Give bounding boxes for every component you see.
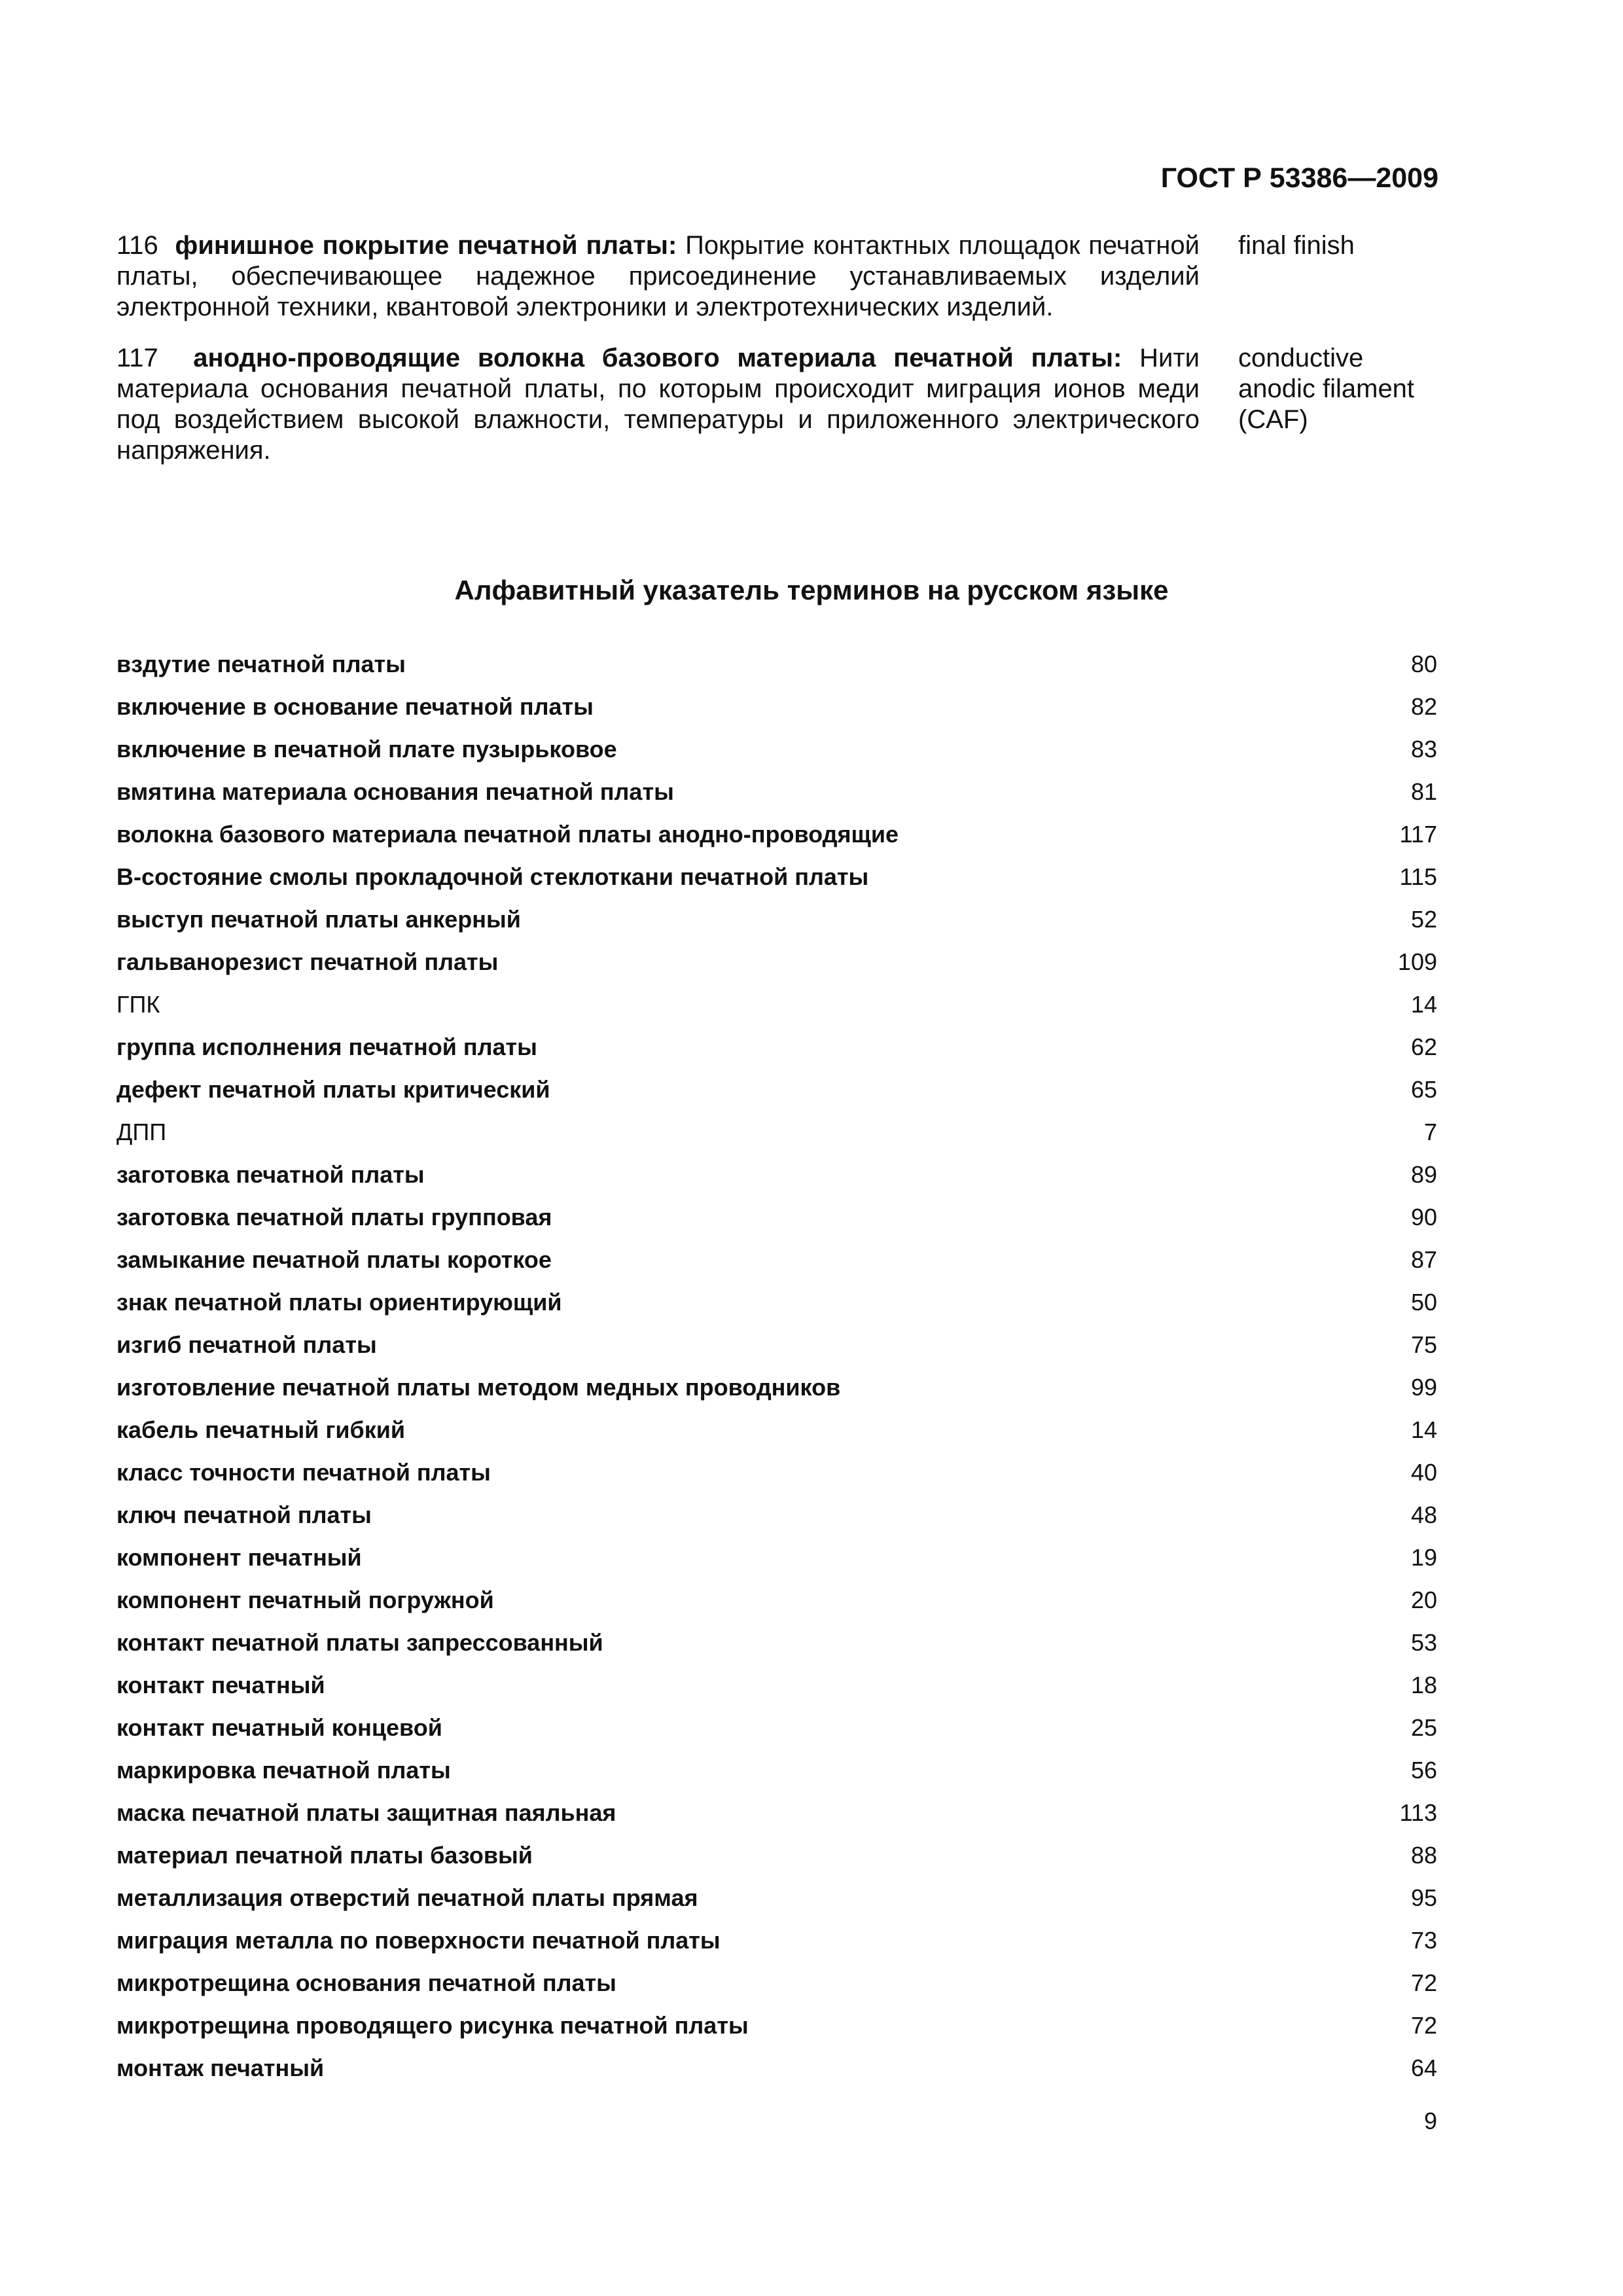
index-row <box>116 643 1437 685</box>
index-row <box>116 1153 1437 1196</box>
english-equivalent: conductive anodic filament (CAF) <box>1238 344 1415 434</box>
index-row <box>116 1706 1437 1749</box>
index-term: замыкание печатной платы короткое <box>116 1246 552 1273</box>
index-term: выступ печатной платы анкерный <box>116 905 521 933</box>
index-row <box>116 1876 1437 1919</box>
index-term-number: 83 <box>1410 735 1437 762</box>
index-term: монтаж печатный <box>116 2054 325 2081</box>
term-definition <box>116 343 1200 466</box>
definition-text: Покрытие контактных площадок печатной платы, обеспечивающее надежное присоединение устанавливаемых изделий электронной техники, квантовой электроники и электротехнических изделий. <box>116 231 1200 321</box>
index-term-number: 115 <box>1399 863 1437 890</box>
index-row <box>116 1579 1437 1621</box>
index-term-number: 82 <box>1410 692 1437 720</box>
index-term: компонент печатный погружной <box>116 1586 494 1613</box>
index-row <box>116 1196 1437 1238</box>
index-term: вздутие печатной платы <box>116 650 406 677</box>
index-term: заготовка печатной платы групповая <box>116 1203 552 1230</box>
index-term: ДПП <box>116 1118 167 1145</box>
index-term: микротрещина основания печатной платы <box>116 1969 616 1996</box>
index-term: волокна базового материала печатной платы анодно-проводящие <box>116 820 899 848</box>
index-term: дефект печатной платы критический <box>116 1075 550 1103</box>
index-row <box>116 2004 1437 2047</box>
index-term: включение в основание печатной платы <box>116 692 594 720</box>
term-definition <box>116 230 1200 323</box>
index-term: знак печатной платы ориентирующий <box>116 1288 562 1316</box>
index-term: ГПК <box>116 990 160 1018</box>
index-row <box>116 2047 1437 2089</box>
index-row <box>116 728 1437 770</box>
term-index-list <box>116 643 1437 2089</box>
index-term-number: 53 <box>1410 1628 1437 1656</box>
index-term: контакт печатный <box>116 1671 325 1698</box>
index-term-number: 81 <box>1410 778 1437 805</box>
index-term-number: 40 <box>1410 1458 1437 1486</box>
index-term-number: 72 <box>1410 2011 1437 2039</box>
index-term-number: 73 <box>1410 1926 1437 1954</box>
index-term-number: 7 <box>1423 1118 1437 1145</box>
index-row <box>116 1749 1437 1791</box>
index-term: маска печатной платы защитная паяльная <box>116 1799 616 1826</box>
index-row <box>116 983 1437 1026</box>
term-entry-116 <box>116 230 1438 329</box>
index-term-number: 50 <box>1410 1288 1437 1316</box>
index-term: контакт печатной платы запрессованный <box>116 1628 603 1656</box>
index-row <box>116 1323 1437 1366</box>
index-term: маркировка печатной платы <box>116 1756 451 1784</box>
index-term-number: 80 <box>1410 650 1437 677</box>
index-term: вмятина материала основания печатной платы <box>116 778 674 805</box>
index-row <box>116 1281 1437 1323</box>
index-row <box>116 1494 1437 1536</box>
index-term: материал печатной платы базовый <box>116 1841 533 1869</box>
index-row <box>116 1834 1437 1876</box>
index-term-number: 113 <box>1399 1799 1437 1826</box>
index-term: изготовление печатной платы методом медных проводников <box>116 1373 841 1401</box>
english-equivalent: final finish <box>1238 231 1355 260</box>
index-term-number: 95 <box>1410 1884 1437 1911</box>
index-term-number: 56 <box>1410 1756 1437 1784</box>
index-term: класс точности печатной платы <box>116 1458 491 1486</box>
index-term: микротрещина проводящего рисунка печатной платы <box>116 2011 749 2039</box>
index-row <box>116 1238 1437 1281</box>
index-row <box>116 1068 1437 1111</box>
index-row <box>116 1962 1437 2004</box>
index-term: кабель печатный гибкий <box>116 1416 405 1443</box>
index-term: контакт печатный концевой <box>116 1713 442 1741</box>
index-term: гальванорезист печатной платы <box>116 948 499 975</box>
index-row <box>116 941 1437 983</box>
index-term: группа исполнения печатной платы <box>116 1033 537 1060</box>
index-term-number: 48 <box>1410 1501 1437 1528</box>
index-row <box>116 1111 1437 1153</box>
index-term: металлизация отверстий печатной платы прямая <box>116 1884 698 1911</box>
index-row <box>116 1791 1437 1834</box>
index-term: миграция металла по поверхности печатной платы <box>116 1926 721 1954</box>
index-row <box>116 1536 1437 1579</box>
index-row <box>116 1451 1437 1494</box>
index-term-number: 99 <box>1410 1373 1437 1401</box>
index-term-number: 64 <box>1410 2054 1437 2081</box>
index-term-number: 65 <box>1410 1075 1437 1103</box>
index-term: изгиб печатной платы <box>116 1331 377 1358</box>
index-term-number: 90 <box>1410 1203 1437 1230</box>
index-row <box>116 1026 1437 1068</box>
page-number: 9 <box>1423 2108 1437 2134</box>
index-term-number: 87 <box>1410 1246 1437 1273</box>
index-row <box>116 898 1437 941</box>
index-term-number: 72 <box>1410 1969 1437 1996</box>
index-title: Алфавитный указатель терминов на русском языке <box>454 575 1169 605</box>
index-term-number: 117 <box>1399 820 1437 848</box>
index-row <box>116 1621 1437 1664</box>
index-term-number: 20 <box>1410 1586 1437 1613</box>
index-term-number: 75 <box>1410 1331 1437 1358</box>
index-term: включение в печатной плате пузырьковое <box>116 735 617 762</box>
document-id: ГОСТ Р 53386—2009 <box>1160 162 1438 194</box>
term-number: 117 <box>116 344 158 372</box>
index-term-number: 19 <box>1410 1543 1437 1571</box>
term-number: 116 <box>116 231 158 260</box>
index-term-number: 89 <box>1410 1160 1437 1188</box>
index-row <box>116 1408 1437 1451</box>
index-row <box>116 813 1437 855</box>
index-term: ключ печатной платы <box>116 1501 372 1528</box>
index-term-number: 14 <box>1410 1416 1437 1443</box>
index-term: заготовка печатной платы <box>116 1160 425 1188</box>
index-row <box>116 770 1437 813</box>
index-term-number: 18 <box>1410 1671 1437 1698</box>
index-row <box>116 1919 1437 1962</box>
index-term: компонент печатный <box>116 1543 362 1571</box>
index-row <box>116 855 1437 898</box>
index-term-number: 14 <box>1410 990 1437 1018</box>
term-title: анодно-проводящие волокна базового материала печатной платы: <box>193 344 1122 372</box>
index-term: В-состояние смолы прокладочной стеклоткани печатной платы <box>116 863 869 890</box>
index-row <box>116 685 1437 728</box>
index-term-number: 62 <box>1410 1033 1437 1060</box>
term-title: финишное покрытие печатной платы: <box>175 231 677 260</box>
definition-text: Нити материала основания печатной платы, по которым происходит миграция ионов меди под воздействием высокой влажности, температуры и приложенного электрического напряжения. <box>116 344 1200 465</box>
index-term-number: 109 <box>1397 948 1437 975</box>
index-term-number: 52 <box>1410 905 1437 933</box>
index-term-number: 25 <box>1410 1713 1437 1741</box>
index-term-number: 88 <box>1410 1841 1437 1869</box>
index-row <box>116 1366 1437 1408</box>
term-entry-117 <box>116 343 1438 474</box>
index-row <box>116 1664 1437 1706</box>
